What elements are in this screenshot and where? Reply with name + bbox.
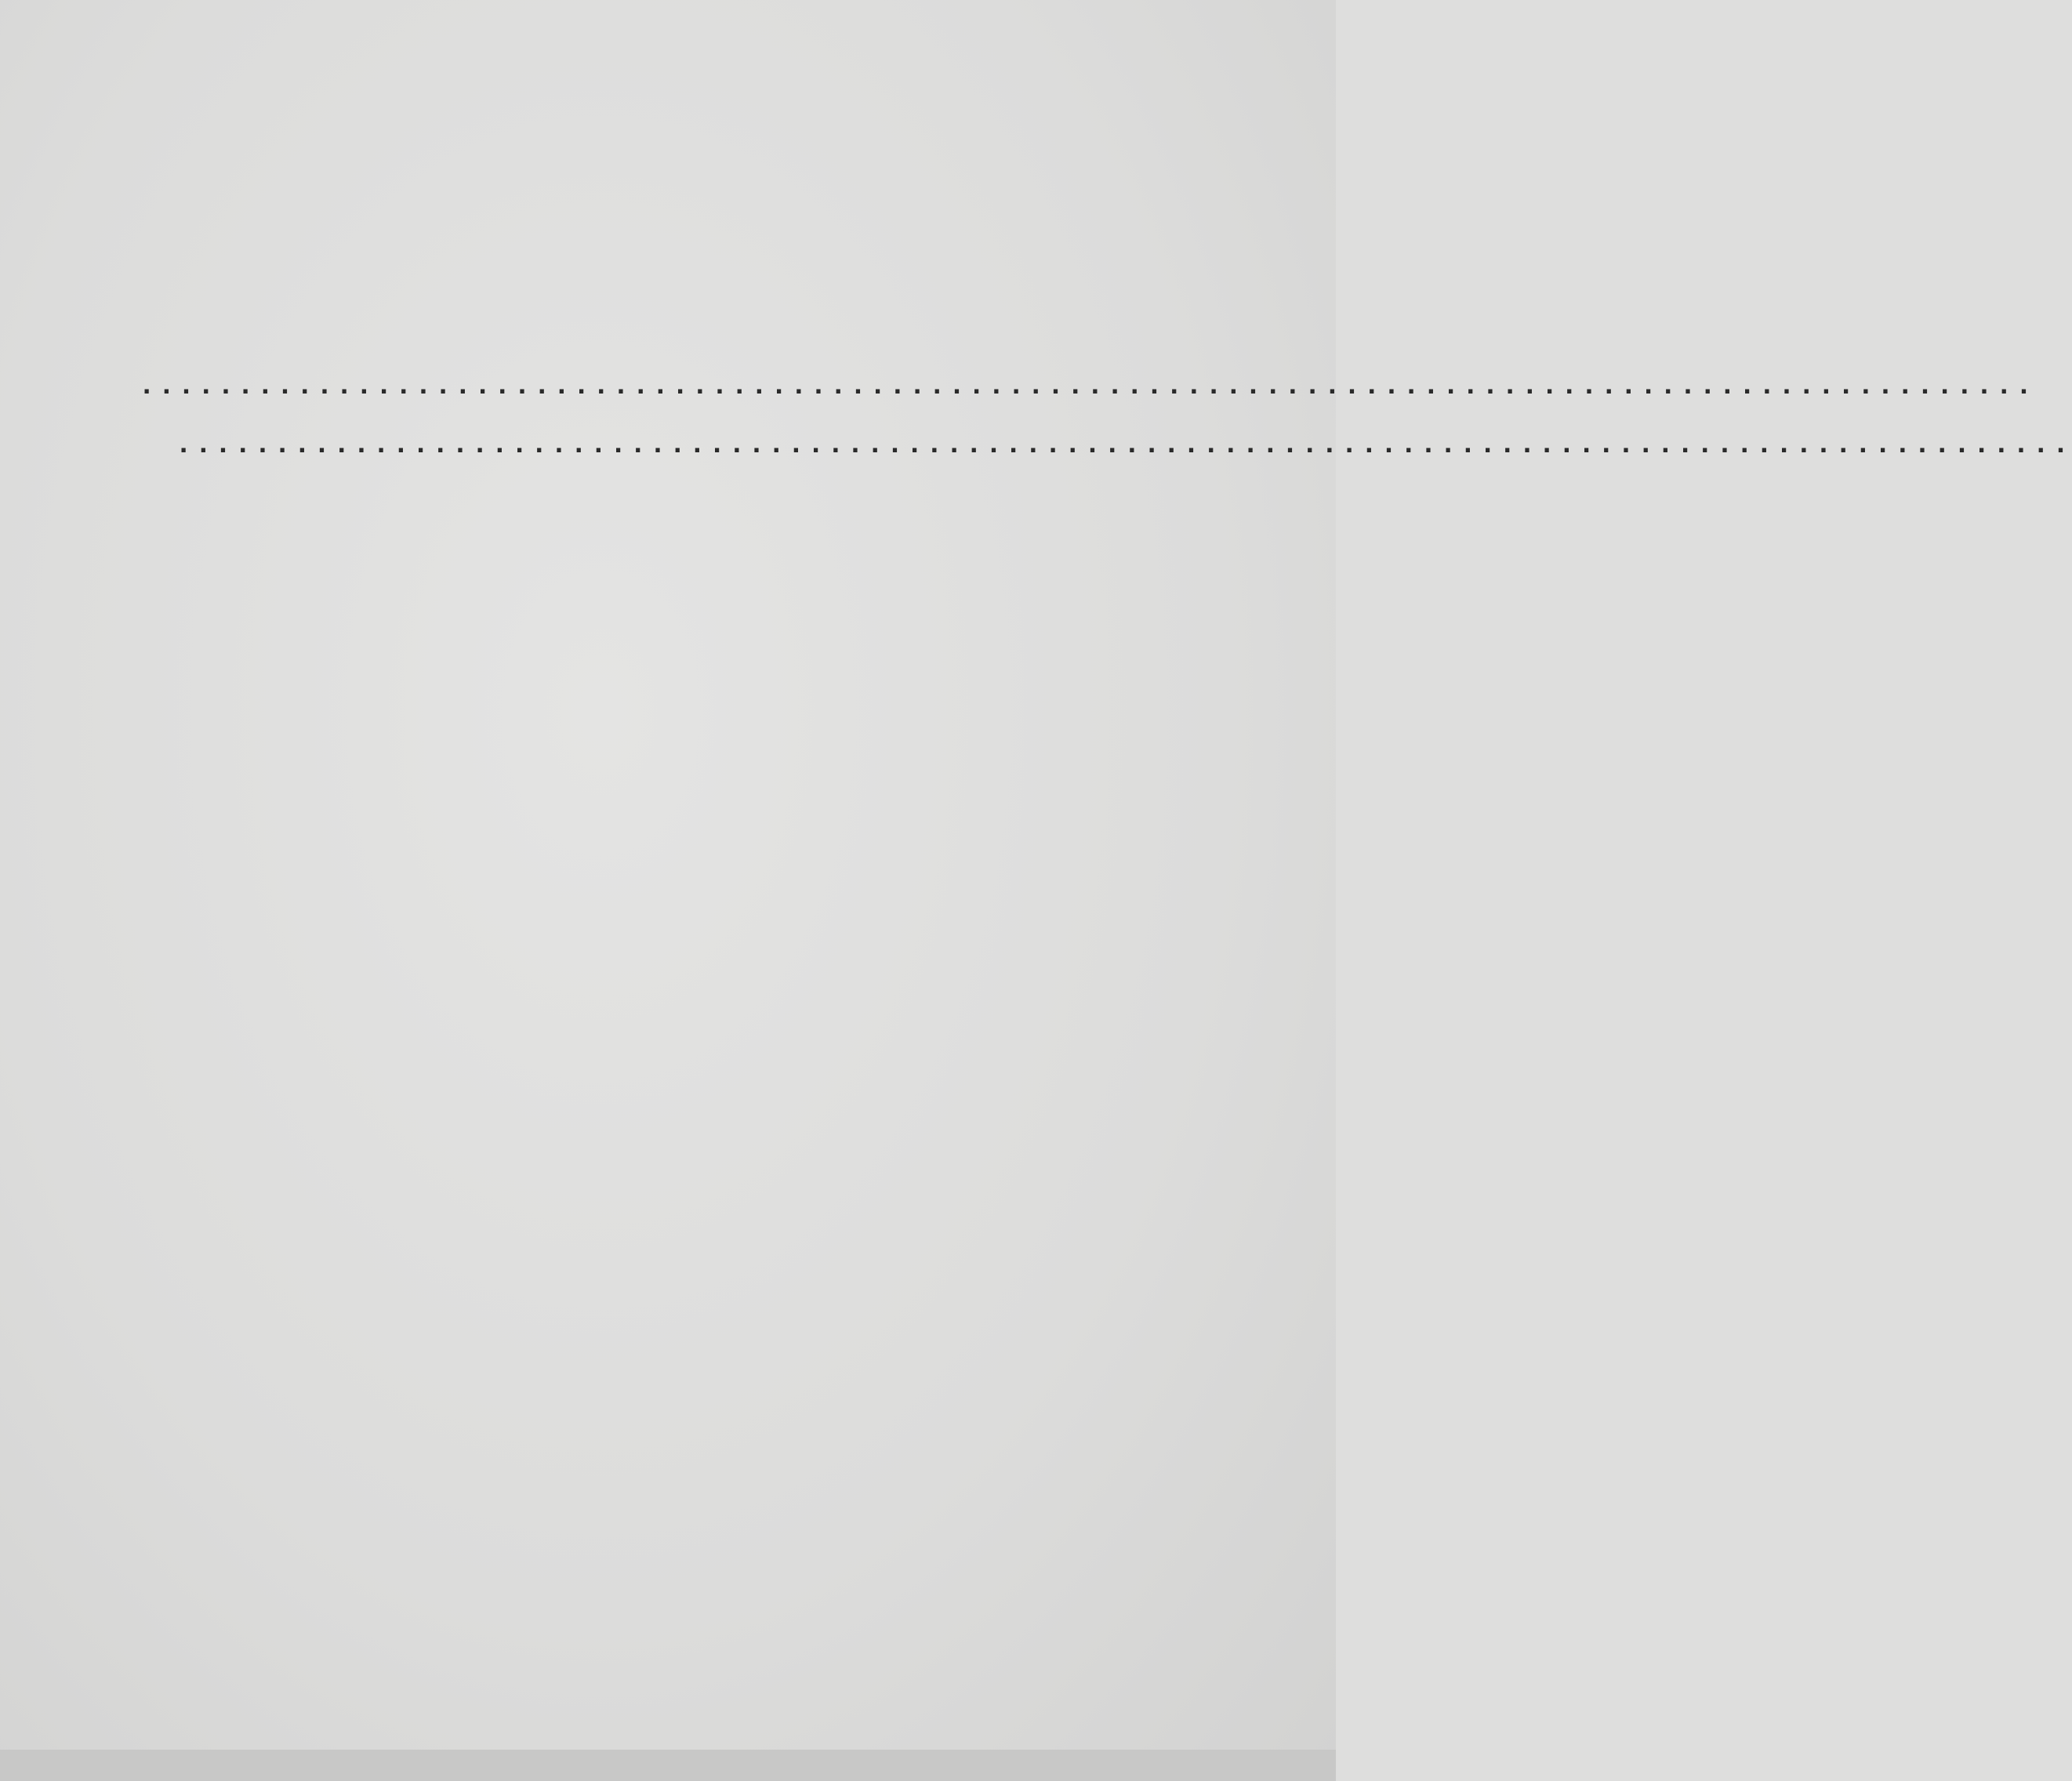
bottom-strip <box>0 1750 1336 1781</box>
section-heading-row <box>132 368 2035 404</box>
leader-dots: ................................................................................................ <box>175 429 2072 462</box>
subsection-row <box>169 427 2072 463</box>
leader-dots: ................................................................................................ <box>138 370 2035 403</box>
